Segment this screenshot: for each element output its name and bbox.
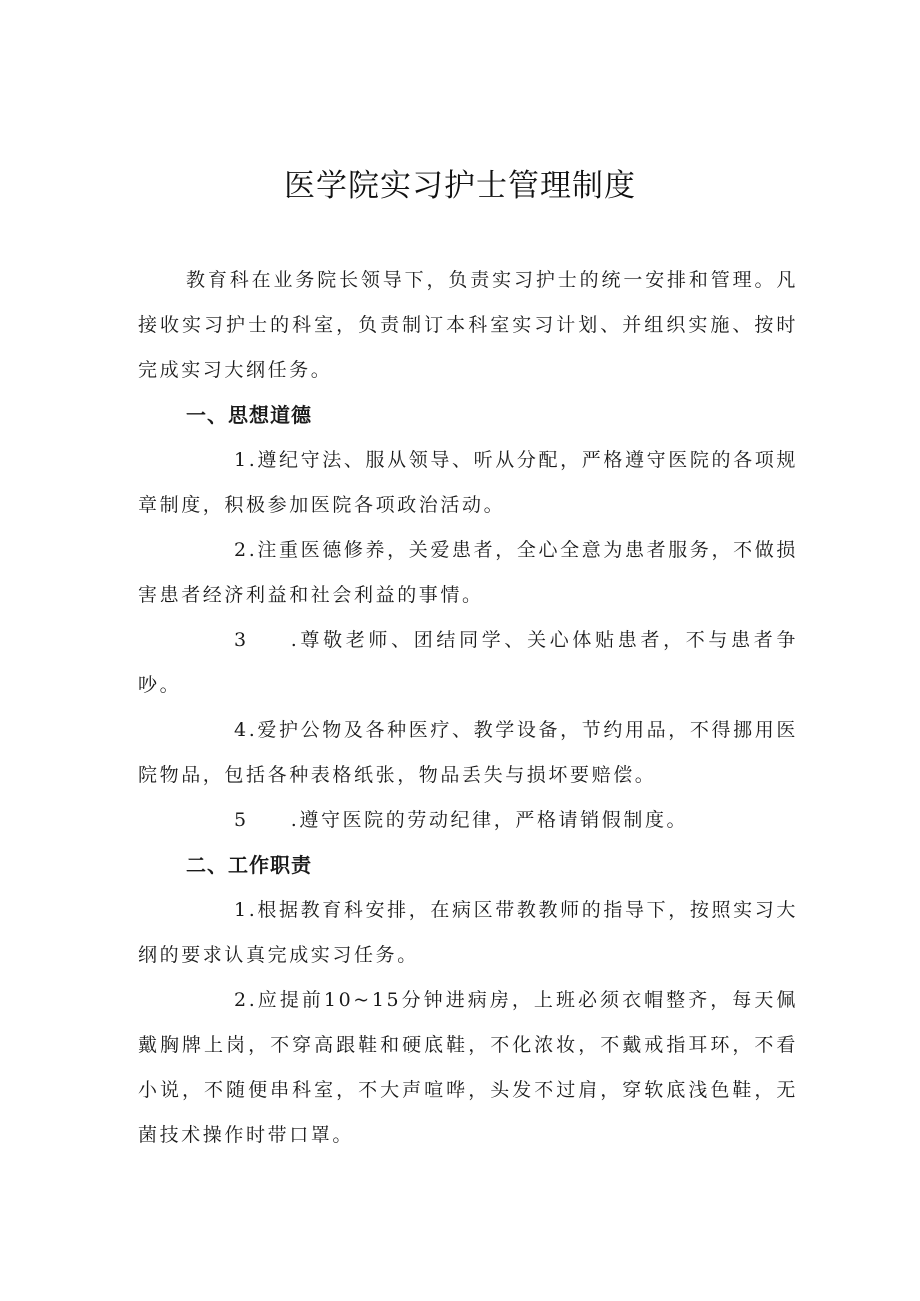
item-number: 5 xyxy=(234,809,249,831)
item-number: 4 xyxy=(234,719,249,741)
item-number: 1 xyxy=(234,449,249,471)
item-text: .根据教育科安排，在病区带教教师的指导下，按照实习大纲的要求认真完成实习任务。 xyxy=(138,899,798,966)
document-title: 医学院实习护士管理制度 xyxy=(284,168,636,204)
duties-item-2 xyxy=(138,978,798,1158)
item-number: 2 xyxy=(234,989,249,1011)
item-text: .注重医德修养，关爱患者，全心全意为患者服务，不做损害患者经济利益和社会利益的事情。 xyxy=(138,539,798,606)
ethics-item-5 xyxy=(138,798,798,843)
item-number: 3 xyxy=(234,629,249,651)
item-text: .尊敬老师、团结同学、关心体贴患者，不与患者争吵。 xyxy=(138,629,798,696)
item-text: .爱护公物及各种医疗、教学设备，节约用品，不得挪用医院物品，包括各种表格纸张，物品丢失与损坏要赔偿。 xyxy=(138,719,798,786)
ethics-item-3 xyxy=(138,618,798,708)
item-text: .遵纪守法、服从领导、听从分配，严格遵守医院的各项规章制度，积极参加医院各项政治活动。 xyxy=(138,449,798,516)
item-number: 2 xyxy=(234,539,249,561)
intro-paragraph: 教育科在业务院长领导下，负责实习护士的统一安排和管理。凡接收实习护士的科室，负责制订本科室实习计划、并组织实施、按时完成实习大纲任务。 xyxy=(138,269,798,381)
ethics-item-4 xyxy=(138,708,798,798)
item-text: .遵守医院的劳动纪律，严格请销假制度。 xyxy=(290,809,689,831)
item-text: .应提前10~15分钟进病房，上班必须衣帽整齐，每天佩戴胸牌上岗，不穿高跟鞋和硬底鞋，不化浓妆，不戴戒指耳环，不看小说，不随便串科室，不大声喧哗，头发不过肩，穿软底浅色鞋，无菌技术操作时带口罩。 xyxy=(138,989,798,1146)
duties-item-1 xyxy=(138,888,798,978)
document-body xyxy=(138,258,798,1158)
section-heading-ethics: 一、思想道德 xyxy=(186,403,312,427)
ethics-item-1 xyxy=(138,438,798,528)
section-heading-duties: 二、工作职责 xyxy=(186,853,312,877)
ethics-item-2 xyxy=(138,528,798,618)
item-number: 1 xyxy=(234,899,249,921)
